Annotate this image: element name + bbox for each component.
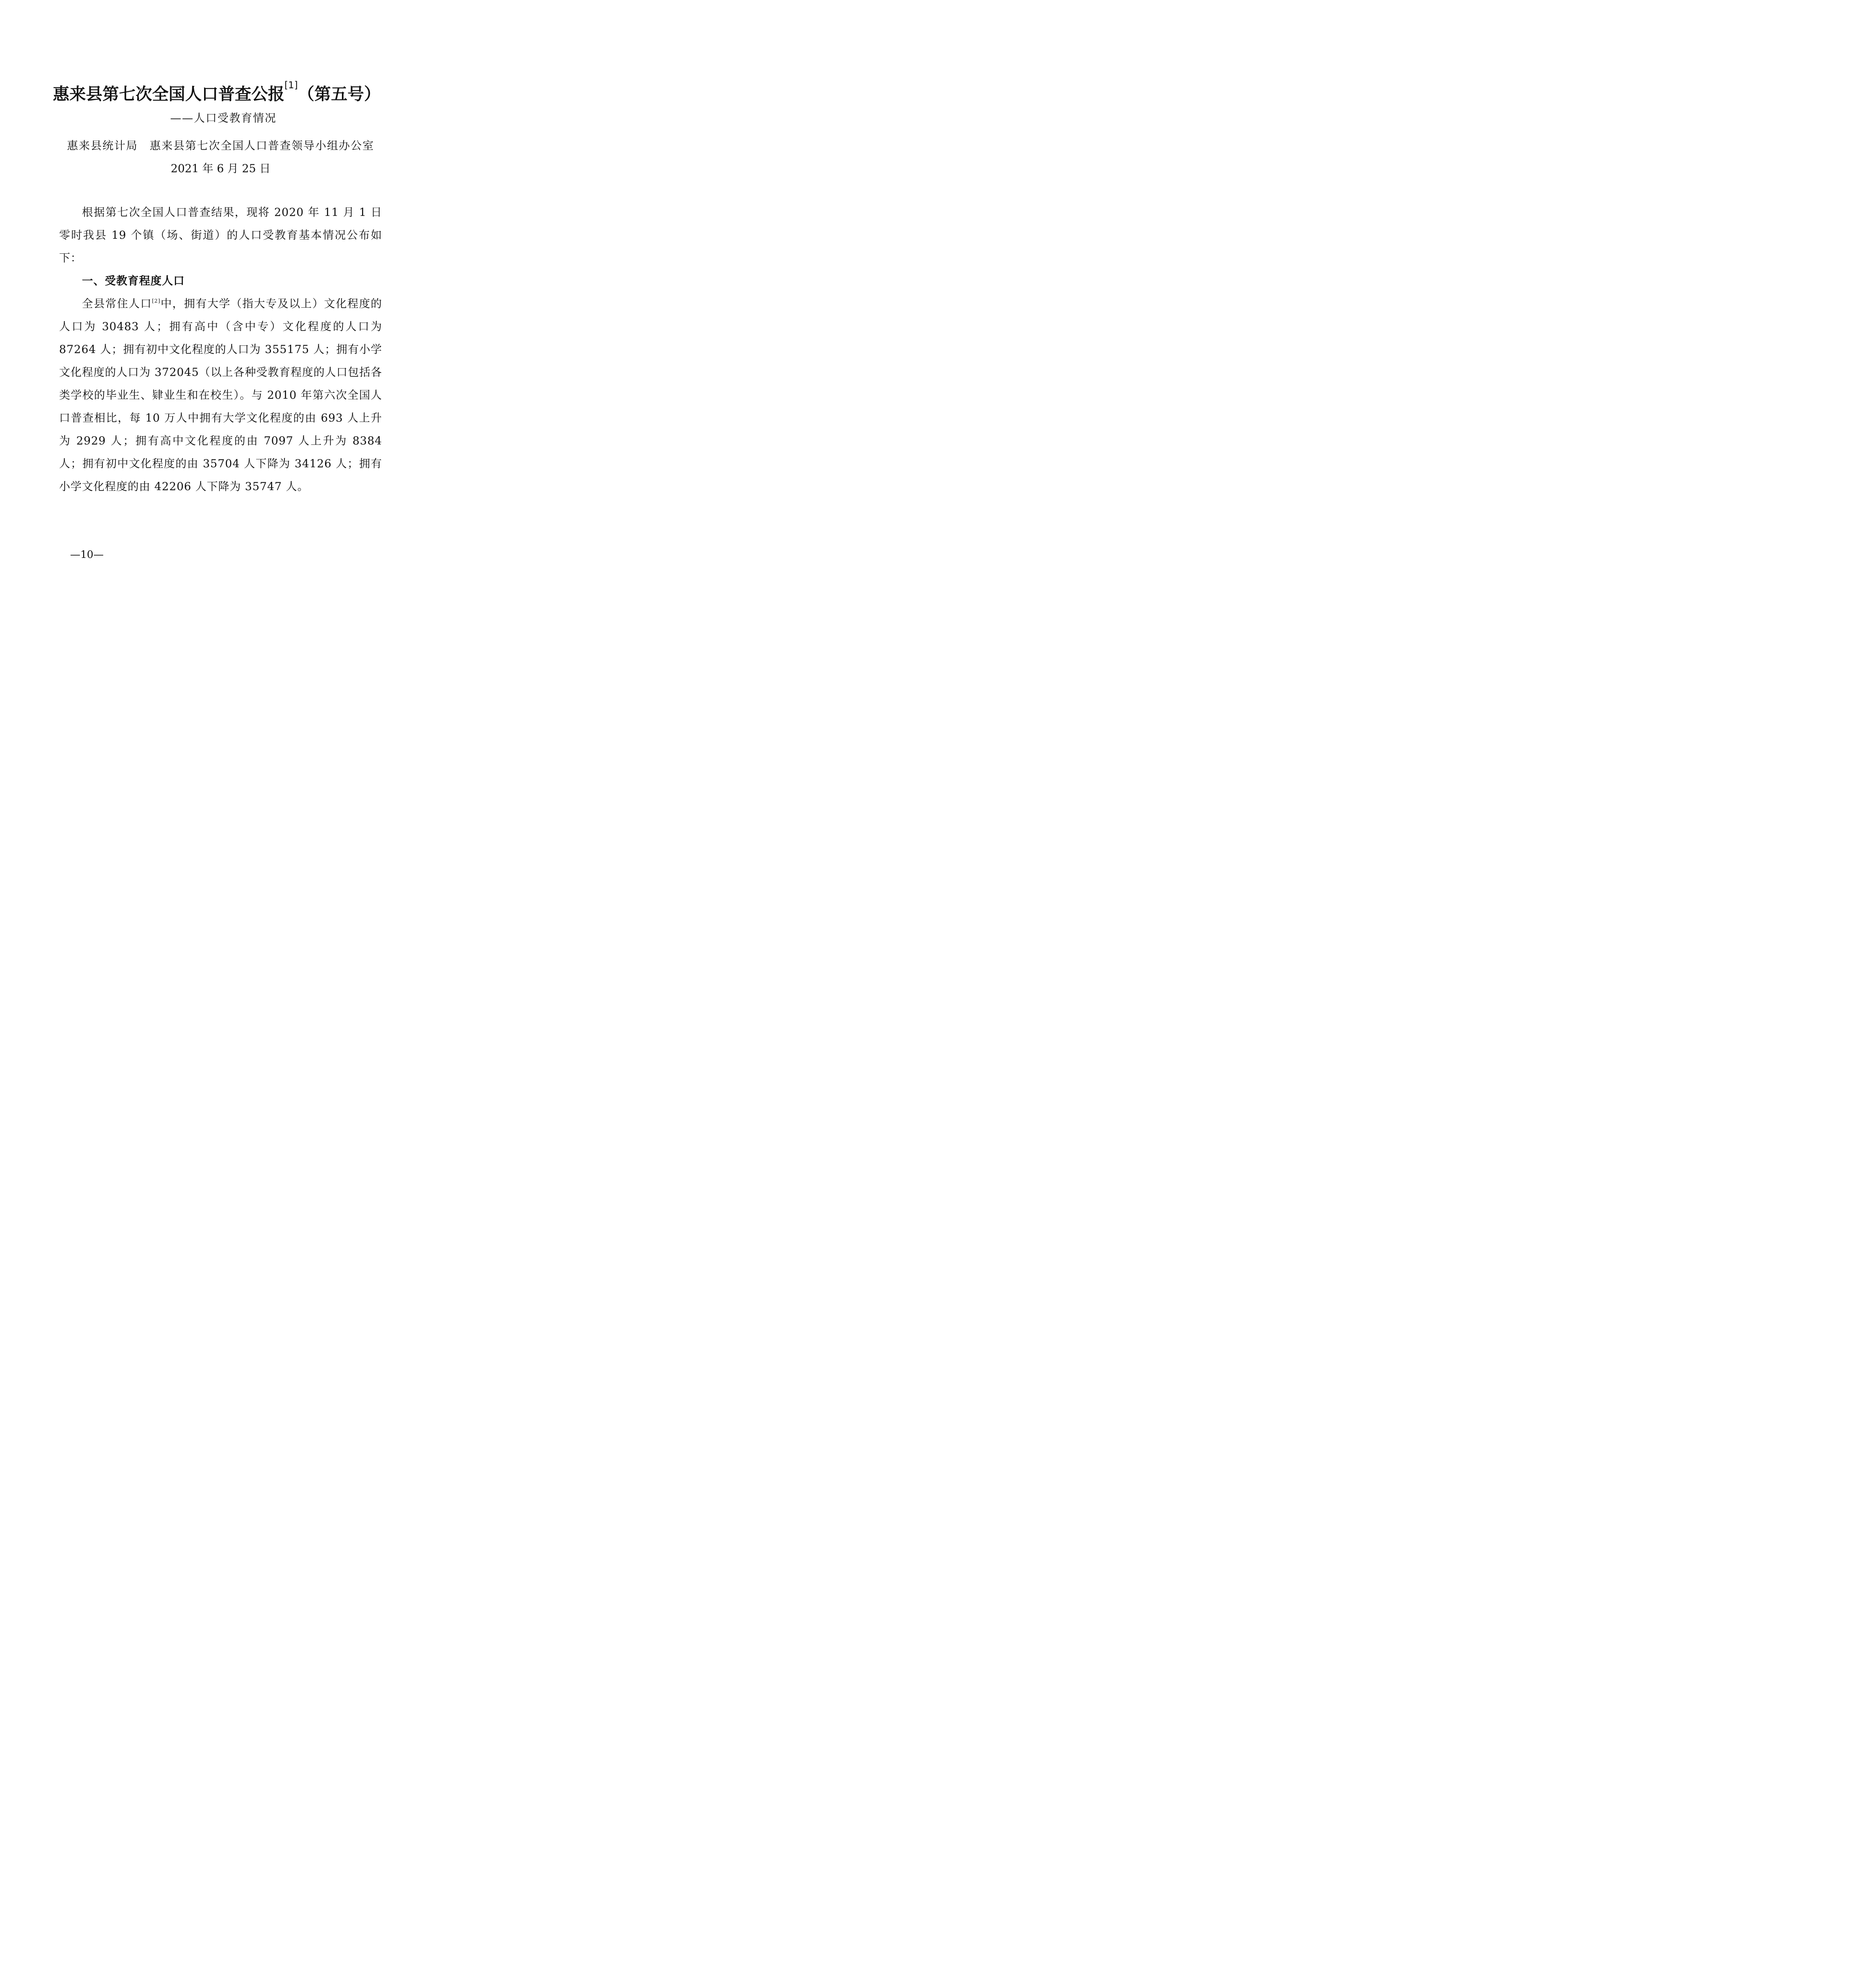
title-issue: （第五号） — [298, 84, 381, 104]
intro-paragraph: 根据第七次全国人口普查结果，现将 2020 年 11 月 1 日零时我县 19 个镇（场、街道）的人口受教育基本情况公布如下： — [59, 206, 382, 264]
title-footnote-mark: [1] — [284, 80, 298, 91]
issuer-statistics-bureau: 惠来县统计局 — [67, 139, 138, 152]
education-paragraph — [59, 292, 382, 498]
bulletin-body — [59, 201, 382, 498]
issuing-organizations — [0, 137, 441, 153]
title-main: 惠来县第七次全国人口普查公报 — [52, 84, 284, 104]
footnote-mark-2: [2] — [152, 298, 161, 304]
education-paragraph-start: 全县常住人口 — [82, 297, 152, 310]
section-heading-education: 一、受教育程度人口 — [82, 274, 185, 287]
publish-date: 2021 年 6 月 25 日 — [171, 162, 271, 175]
page-number: —10— — [70, 549, 104, 561]
bulletin-subtitle: ——人口受教育情况 — [170, 112, 277, 125]
education-paragraph-rest: 中，拥有大学（指大专及以上）文化程度的人口为 30483 人；拥有高中（含中专）文化程度的人口为 87264 人；拥有初中文化程度的人口为 355175 人；拥有小学文化程度的人口为 372045（以上各种受教育程度的人口包括各类学校的毕业生、肄业生和在校生）。与 2010 年第六次全国人口普查相比，每 10 万人中拥有大学文化程度的由 693 人上升为 2929 人；拥有高中文化程度的由 7097 人上升为 8384 人；拥有初中文化程度的由 35704 人下降为 34126 人；拥有小学文化程度的由 42206 人下降为 35747 人。 — [59, 297, 382, 493]
issuer-census-office: 惠来县第七次全国人口普查领导小组办公室 — [150, 139, 375, 152]
bulletin-title — [0, 81, 433, 105]
